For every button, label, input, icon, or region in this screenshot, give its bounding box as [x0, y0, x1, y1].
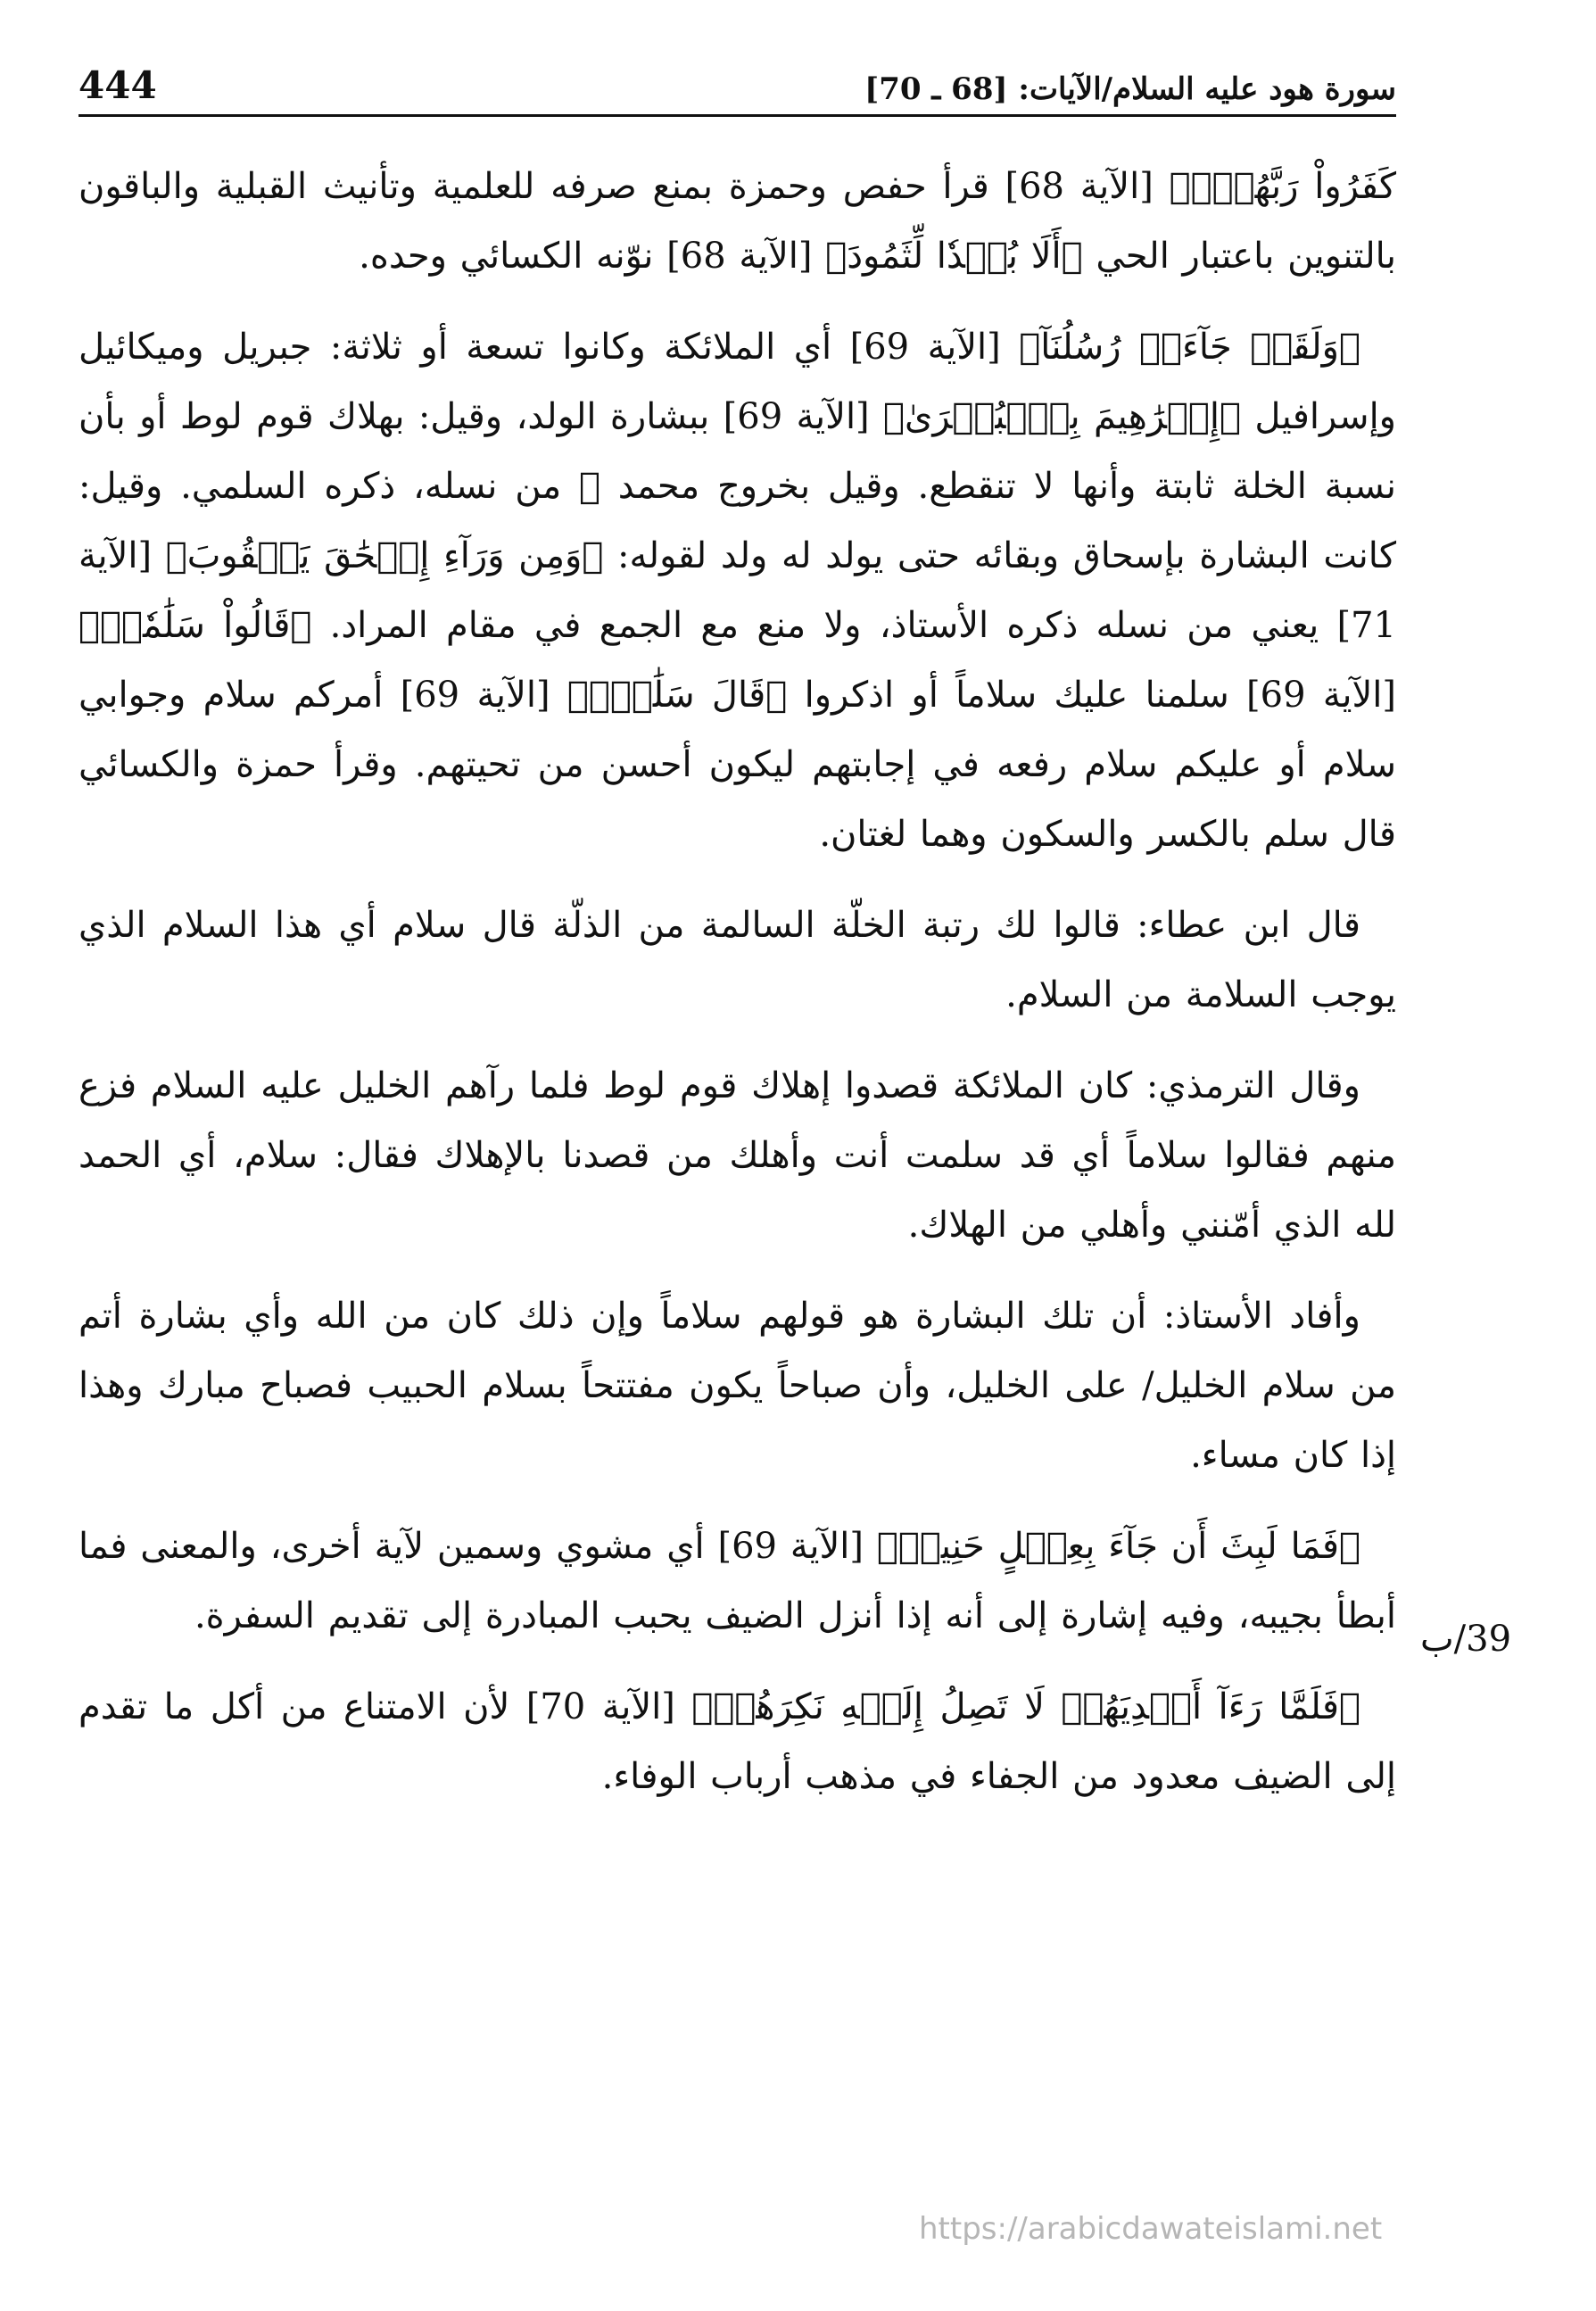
- paragraph-4: وقال الترمذي: كان الملائكة قصدوا إهلاك قوم لوط فلما رآهم الخليل عليه السلام فزع منهم فقالوا سلاماً أي قد سلمت أنت وأهلك من قصدنا بالإهلاك فقال: سلام، أي الحمد لله الذي أمّنني وأهلي من الهلاك.: [79, 1065, 1396, 1246]
- running-header: [79, 52, 1396, 117]
- paragraph-3: قال ابن عطاء: قالوا لك رتبة الخلّة السالمة من الذلّة قال سلام أي هذا السلام الذي يوجب السلامة من السلام.: [79, 905, 1396, 1015]
- paragraph-1: كَفَرُواْ رَبَّهُمۡۗ﴾ [الآية 68] قرأ حفص وحمزة بمنع صرفه للعلمية وتأنيث القبلية والباقون بالتنوين باعتبار الحي ﴿أَلَا بُعۡدٗا لِّثَمُودَ﴾ [الآية 68] نوّنه الكسائي وحده.: [79, 166, 1396, 277]
- paragraph-6: ﴿فَمَا لَبِثَ أَن جَآءَ بِعِجۡلٍ حَنِيذٖ﴾ [الآية 69] أي مشوي وسمين لآية أخرى، والمعنى فما أبطأ بجيبه، وفيه إشارة إلى أنه إذا أنزل الضيف يحبب المبادرة إلى تقديم السفرة.: [79, 1526, 1396, 1636]
- header-title: سورة هود عليه السلام/الآيات: [68 ـ 70]: [864, 71, 1396, 107]
- paragraph-5: وأفاد الأستاذ: أن تلك البشارة هو قولهم سلاماً وإن ذلك كان من الله وأي بشارة أتم من سلام الخليل/ على الخليل، وأن صباحاً يكون مفتتحاً بسلام الحبيب فصباح مبارك وهذا إذا كان مساء.: [79, 1296, 1396, 1476]
- page-number: 444: [79, 63, 157, 107]
- folio-margin-note: 39/ب: [1420, 1619, 1512, 1660]
- watermark-url: https://arabicdawateislami.net: [919, 2211, 1383, 2247]
- paragraph-2: ﴿وَلَقَدۡ جَآءَتۡ رُسُلُنَآ﴾ [الآية 69] أي الملائكة وكانوا تسعة أو ثلاثة: جبريل وميكائيل وإسرافيل ﴿إِبۡرَٰهِيمَ بِٱلۡبُشۡرَىٰ﴾ [الآية 69] ببشارة الولد، وقيل: بهلاك قوم لوط أو بأن نسبة الخلة ثابتة وأنها لا تنقطع. وقيل بخروج محمد ﷺ من نسله، ذكره السلمي. وقيل: كانت البشارة بإسحاق وبقائه حتى يولد له ولد لقوله: ﴿وَمِن وَرَآءِ إِسۡحَٰقَ يَعۡقُوبَ﴾ [الآية 71] يعني من نسله ذكره الأستاذ، ولا منع مع الجمع في مقام المراد. ﴿قَالُواْ سَلَٰمٗاۖ﴾ [الآية 69] سلمنا عليك سلاماً أو اذكروا ﴿قَالَ سَلَٰمٞۖ﴾ [الآية 69] أمركم سلام وجوابي سلام أو عليكم سلام رفعه في إجابتهم ليكون أحسن من تحيتهم. وقرأ حمزة والكسائي قال سلم بالكسر والسكون وهما لغتان.: [79, 327, 1397, 855]
- main-text: [79, 152, 1396, 1833]
- paragraph-7: ﴿فَلَمَّا رَءَآ أَيۡدِيَهُمۡ لَا تَصِلُ إِلَيۡهِ نَكِرَهُمۡ﴾ [الآية 70] لأن الامتناع من أكل ما تقدم إلى الضيف معدود من الجفاء في مذهب أرباب الوفاء.: [79, 1686, 1396, 1797]
